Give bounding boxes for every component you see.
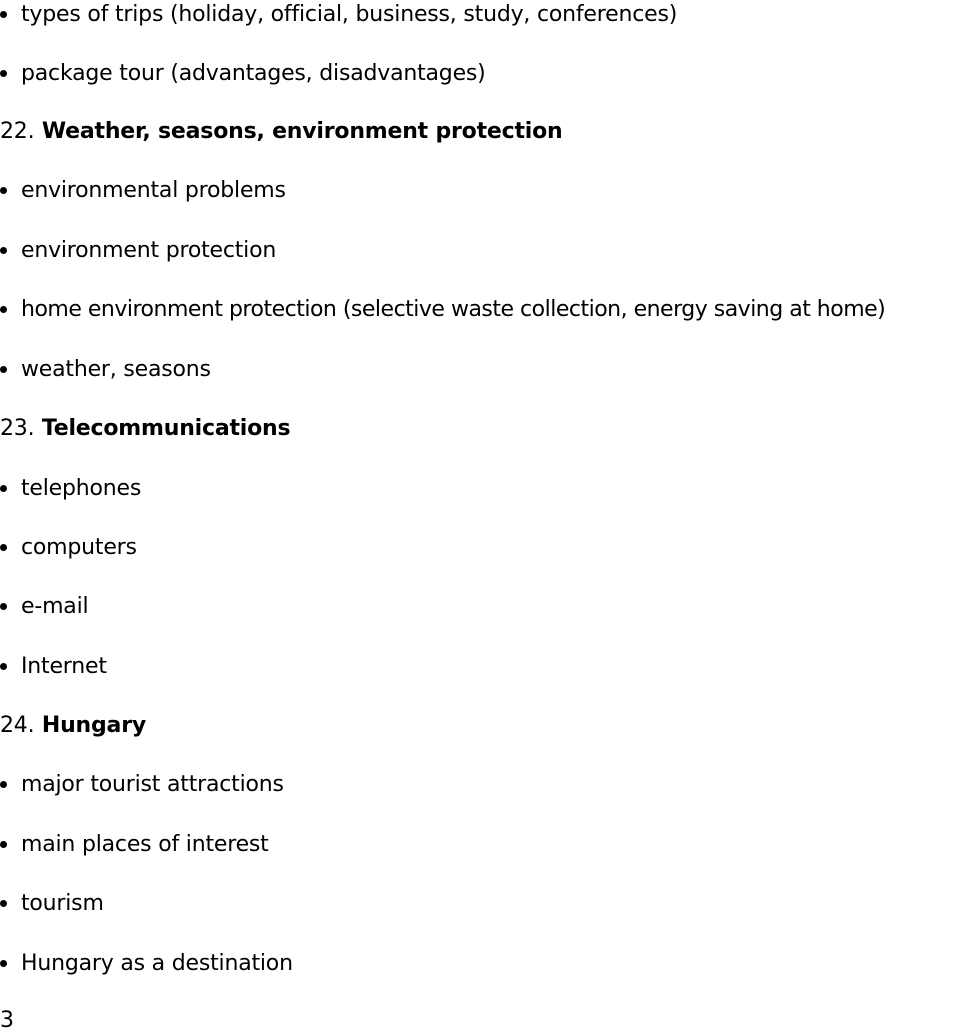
page-number: 3	[0, 1008, 14, 1033]
list-item-text: Internet	[21, 654, 107, 679]
list-item-text: tourism	[21, 891, 104, 916]
bullet-icon	[0, 841, 7, 848]
bullet-icon	[0, 11, 7, 18]
bullet-icon	[0, 187, 7, 194]
list-item-text: computers	[21, 535, 137, 560]
section-heading	[0, 117, 562, 147]
list-item-text: e-mail	[21, 594, 89, 619]
list-item-text: environment protection	[21, 238, 277, 263]
section-heading	[0, 711, 146, 741]
bullet-icon	[0, 366, 7, 373]
section-heading	[0, 414, 290, 444]
bullet-icon	[0, 306, 7, 313]
section-number: 22.	[0, 119, 35, 144]
list-item-text: package tour (advantages, disadvantages)	[21, 61, 486, 86]
section-title: Hungary	[41, 713, 146, 738]
bullet-icon	[0, 900, 7, 907]
section-title: Telecommunications	[41, 416, 291, 441]
list-item-text: environmental problems	[21, 178, 286, 203]
list-item-text: Hungary as a destination	[21, 951, 293, 976]
list-item-text: main places of interest	[21, 832, 269, 857]
list-item-text: weather, seasons	[21, 357, 211, 382]
list-item-text: telephones	[21, 476, 142, 501]
bullet-icon	[0, 663, 7, 670]
bullet-icon	[0, 960, 7, 967]
bullet-icon	[0, 70, 7, 77]
bullet-icon	[0, 485, 7, 492]
bullet-icon	[0, 603, 7, 610]
bullet-icon	[0, 781, 7, 788]
bullet-icon	[0, 544, 7, 551]
list-item-text: major tourist attractions	[21, 772, 284, 797]
section-number: 23.	[0, 416, 35, 441]
list-item-text: types of trips (holiday, official, business, study, conferences)	[21, 2, 678, 27]
bullet-icon	[0, 247, 7, 254]
section-title: Weather, seasons, environment protection	[41, 119, 563, 144]
list-item-text: home environment protection (selective waste collection, energy saving at home)	[21, 297, 886, 322]
section-number: 24.	[0, 713, 35, 738]
